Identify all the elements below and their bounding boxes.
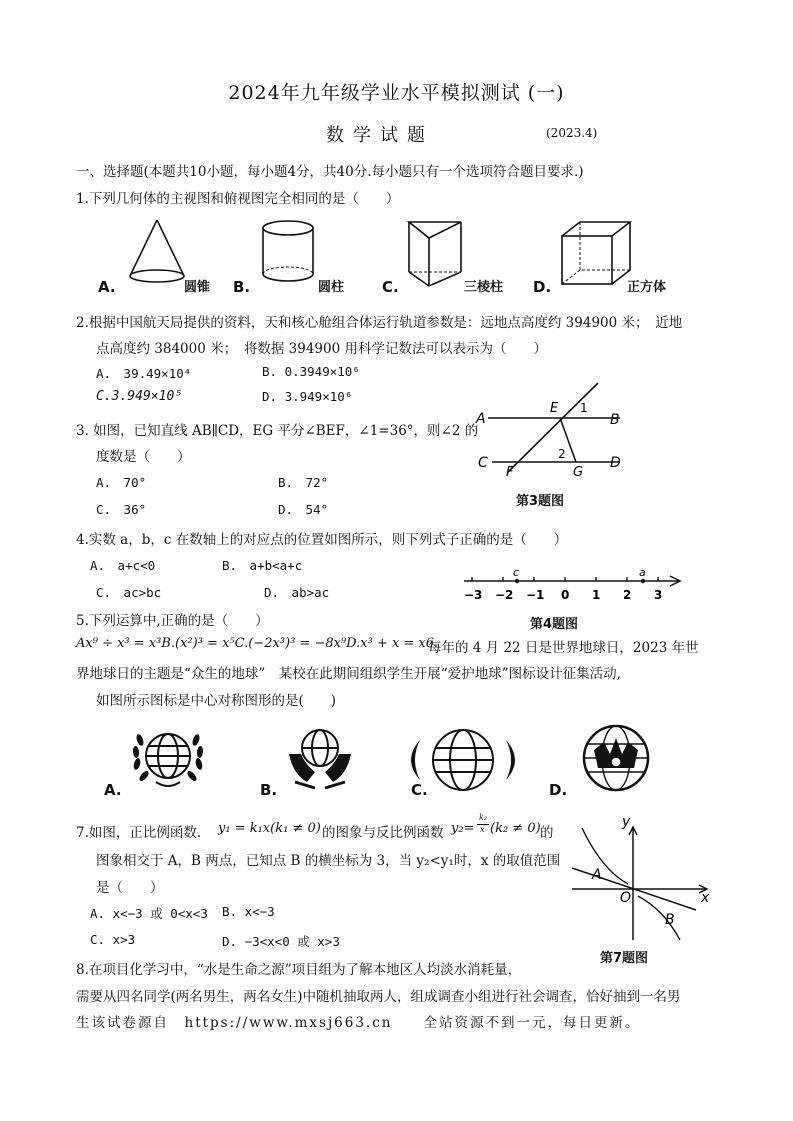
- exam-date: (2023.4): [546, 126, 598, 140]
- q3-stem-line1: 3. 如图，已知直线 AB∥CD，EG 平分∠BEF，∠1=36°，则∠2 的: [76, 423, 479, 439]
- q7-figure: [570, 814, 720, 943]
- q4-option-c: C. ac>bc: [96, 585, 162, 600]
- q4-number-line: [460, 565, 690, 605]
- q4-stem: 4.实数 a，b，c 在数轴上的对应点的位置如图所示，则下列式子正确的是（ ）: [76, 532, 568, 548]
- q6-option-b-letter: B.: [260, 781, 278, 799]
- q2-stem-line2: 点高度约 384000 米； 将数据 394900 用科学记数法可以表示为（ ）: [96, 341, 547, 357]
- q1-option-b-name: 圆柱: [318, 280, 345, 295]
- q5-math-options: Ax⁹ ÷ x³ = x³B.(x²)³ = x⁵C.(−2x³)³ = −8x⁹D.x³ + x = x6.: [76, 636, 439, 651]
- q4-tick-label: 3: [654, 588, 663, 602]
- q6-option-a-letter: A.: [104, 781, 122, 799]
- q5-earth-day-text: 每年的 4 月 22 日是世界地球日，2023 年世: [428, 640, 699, 656]
- q3-label-angle1: 1: [580, 401, 588, 415]
- q8-stem-line3: 生该试卷源自 https://www.mxsj663.cn 全站资源不到一元，每日更新。: [76, 1015, 641, 1031]
- exam-subtitle: 数学试题: [326, 125, 434, 146]
- q4-option-d: D. ab>ac: [264, 585, 330, 600]
- q1-option-b-letter: B.: [233, 278, 251, 296]
- q2-option-b: B. 0.3949×10⁶: [262, 364, 360, 379]
- q4-tick-label: 0: [561, 588, 570, 602]
- q7-function2-prefix: y₂=: [451, 821, 475, 836]
- q6-option-c-letter: C.: [411, 781, 428, 799]
- q4-tick-label: 2: [623, 588, 632, 602]
- q4-tick-label: 1: [592, 588, 601, 602]
- q7-stem-line2: 图象相交于 A，B 两点，已知点 B 的横坐标为 3，当 y₂<y₁时，x 的取值范围: [96, 853, 561, 869]
- q1-option-c-letter: C.: [382, 278, 399, 296]
- q1-stem: 1.下列几何体的主视图和俯视图完全相同的是（ ）: [76, 191, 400, 207]
- q3-option-c: C. 36°: [96, 502, 147, 517]
- q1-cylinder-figure: [262, 220, 318, 284]
- q2-option-d: D. 3.949×10⁶: [262, 389, 353, 404]
- q7-option-a: A. x<−3 或 0<x<3: [90, 906, 208, 921]
- q7-option-d: D. −3<x<0 或 x>3: [222, 934, 340, 949]
- q4-option-b: B. a+b<a+c: [222, 558, 303, 573]
- q6-stem-line2: 界地球日的主题是“众生的地球” 某校在此期间组织学生开展“爱护地球”图标设计征集活动,: [76, 666, 621, 682]
- section-heading: 一、选择题(本题共10小题，每小题4分，共40分.每小题只有一个选项符合题目要求.): [76, 164, 584, 180]
- q3-transversal: [508, 383, 598, 472]
- q3-option-d: D. 54°: [278, 502, 329, 517]
- q8-stem-line1: 8.在项目化学习中，“水是生命之源”项目组为了解本地区人均淡水消耗量，: [76, 962, 522, 978]
- q7-stem-end: 的: [540, 825, 554, 841]
- q6-icon-d-globe-crown: [576, 720, 656, 792]
- q6-icon-a-globe-laurel: [128, 722, 208, 792]
- exam-title: 2024年九年级学业水平模拟测试 (一): [228, 82, 565, 104]
- q6-icon-b-hands-globe: [285, 724, 355, 790]
- q3-label-g: G: [573, 465, 584, 480]
- q1-option-d-letter: D.: [533, 278, 552, 296]
- q4-point-c: c: [513, 566, 520, 579]
- q5-stem: 5.下列运算中,正确的是（ ）: [76, 613, 269, 629]
- q3-label-b: B: [610, 412, 620, 428]
- q4-option-a: A. a+c<0: [90, 558, 156, 573]
- q7-figure-caption: 第7题图: [600, 951, 649, 966]
- q7-label-x: x: [701, 890, 710, 906]
- q6-stem-line3: 如图所示图标是中心对称图形的是( ): [96, 693, 337, 709]
- q7-label-y: y: [622, 814, 631, 830]
- q3-label-c: C: [478, 455, 488, 471]
- q3-label-a: A: [476, 411, 486, 427]
- q3-label-f: F: [506, 465, 514, 480]
- q3-option-b: B. 72°: [278, 475, 329, 490]
- q7-option-b: B. x<−3: [222, 904, 275, 919]
- q2-option-a: A. 39.49×10⁴: [96, 366, 192, 381]
- q2-option-c: C.3.949×10⁵: [96, 389, 183, 404]
- q7-label-b: B: [665, 912, 675, 928]
- q3-option-a: A. 70°: [96, 475, 147, 490]
- q3-stem-line2: 度数是（ ）: [96, 449, 191, 465]
- q7-function2-condition: (k₂ ≠ 0): [490, 821, 541, 836]
- q7-function2-denominator: x: [480, 825, 485, 834]
- q8-stem-line2: 需要从四名同学(两名男生，两名女生)中随机抽取两人，组成调查小组进行社会调查，恰好抽到一名男: [76, 989, 681, 1005]
- q7-stem-mid: 的图象与反比例函数: [322, 825, 444, 841]
- q3-figure: [470, 378, 630, 478]
- q1-cone-figure: [125, 218, 185, 278]
- q3-label-d: D: [610, 455, 621, 471]
- q6-option-d-letter: D.: [549, 781, 568, 799]
- q3-label-e: E: [550, 401, 559, 416]
- q4-tick-label: −1: [526, 588, 545, 602]
- q7-hyperbola-left: [582, 828, 628, 884]
- q7-stem-start: 7.如图，正比例函数.: [76, 825, 202, 841]
- q1-prism-figure: [405, 218, 465, 288]
- q3-label-angle2: 2: [558, 447, 566, 461]
- q7-label-o: O: [620, 890, 632, 906]
- q2-stem-line1: 2.根据中国航天局提供的资料，天和核心舱组合体运行轨道参数是：远地点高度约 394900 米； 近地: [76, 315, 683, 331]
- q4-figure-caption: 第4题图: [530, 617, 579, 632]
- q1-cube-figure: [560, 220, 632, 286]
- q1-option-a-letter: A.: [98, 278, 116, 296]
- q4-tick-label: −3: [464, 588, 483, 602]
- q1-option-c-name: 三棱柱: [464, 280, 504, 295]
- q7-function2-numerator: k₂: [479, 813, 488, 822]
- q1-option-d-name: 正方体: [627, 280, 667, 295]
- q4-tick-label: −2: [495, 588, 514, 602]
- q7-label-a: A: [592, 867, 602, 883]
- q4-point-a: a: [639, 566, 646, 579]
- q7-option-c: C. x>3: [90, 932, 136, 947]
- q3-figure-caption: 第3题图: [516, 494, 565, 509]
- q1-option-a-name: 圆锥: [184, 280, 211, 295]
- q7-function1: y₁ = k₁x(k₁ ≠ 0): [218, 821, 321, 836]
- q7-stem-line3: 是（ ）: [96, 880, 164, 896]
